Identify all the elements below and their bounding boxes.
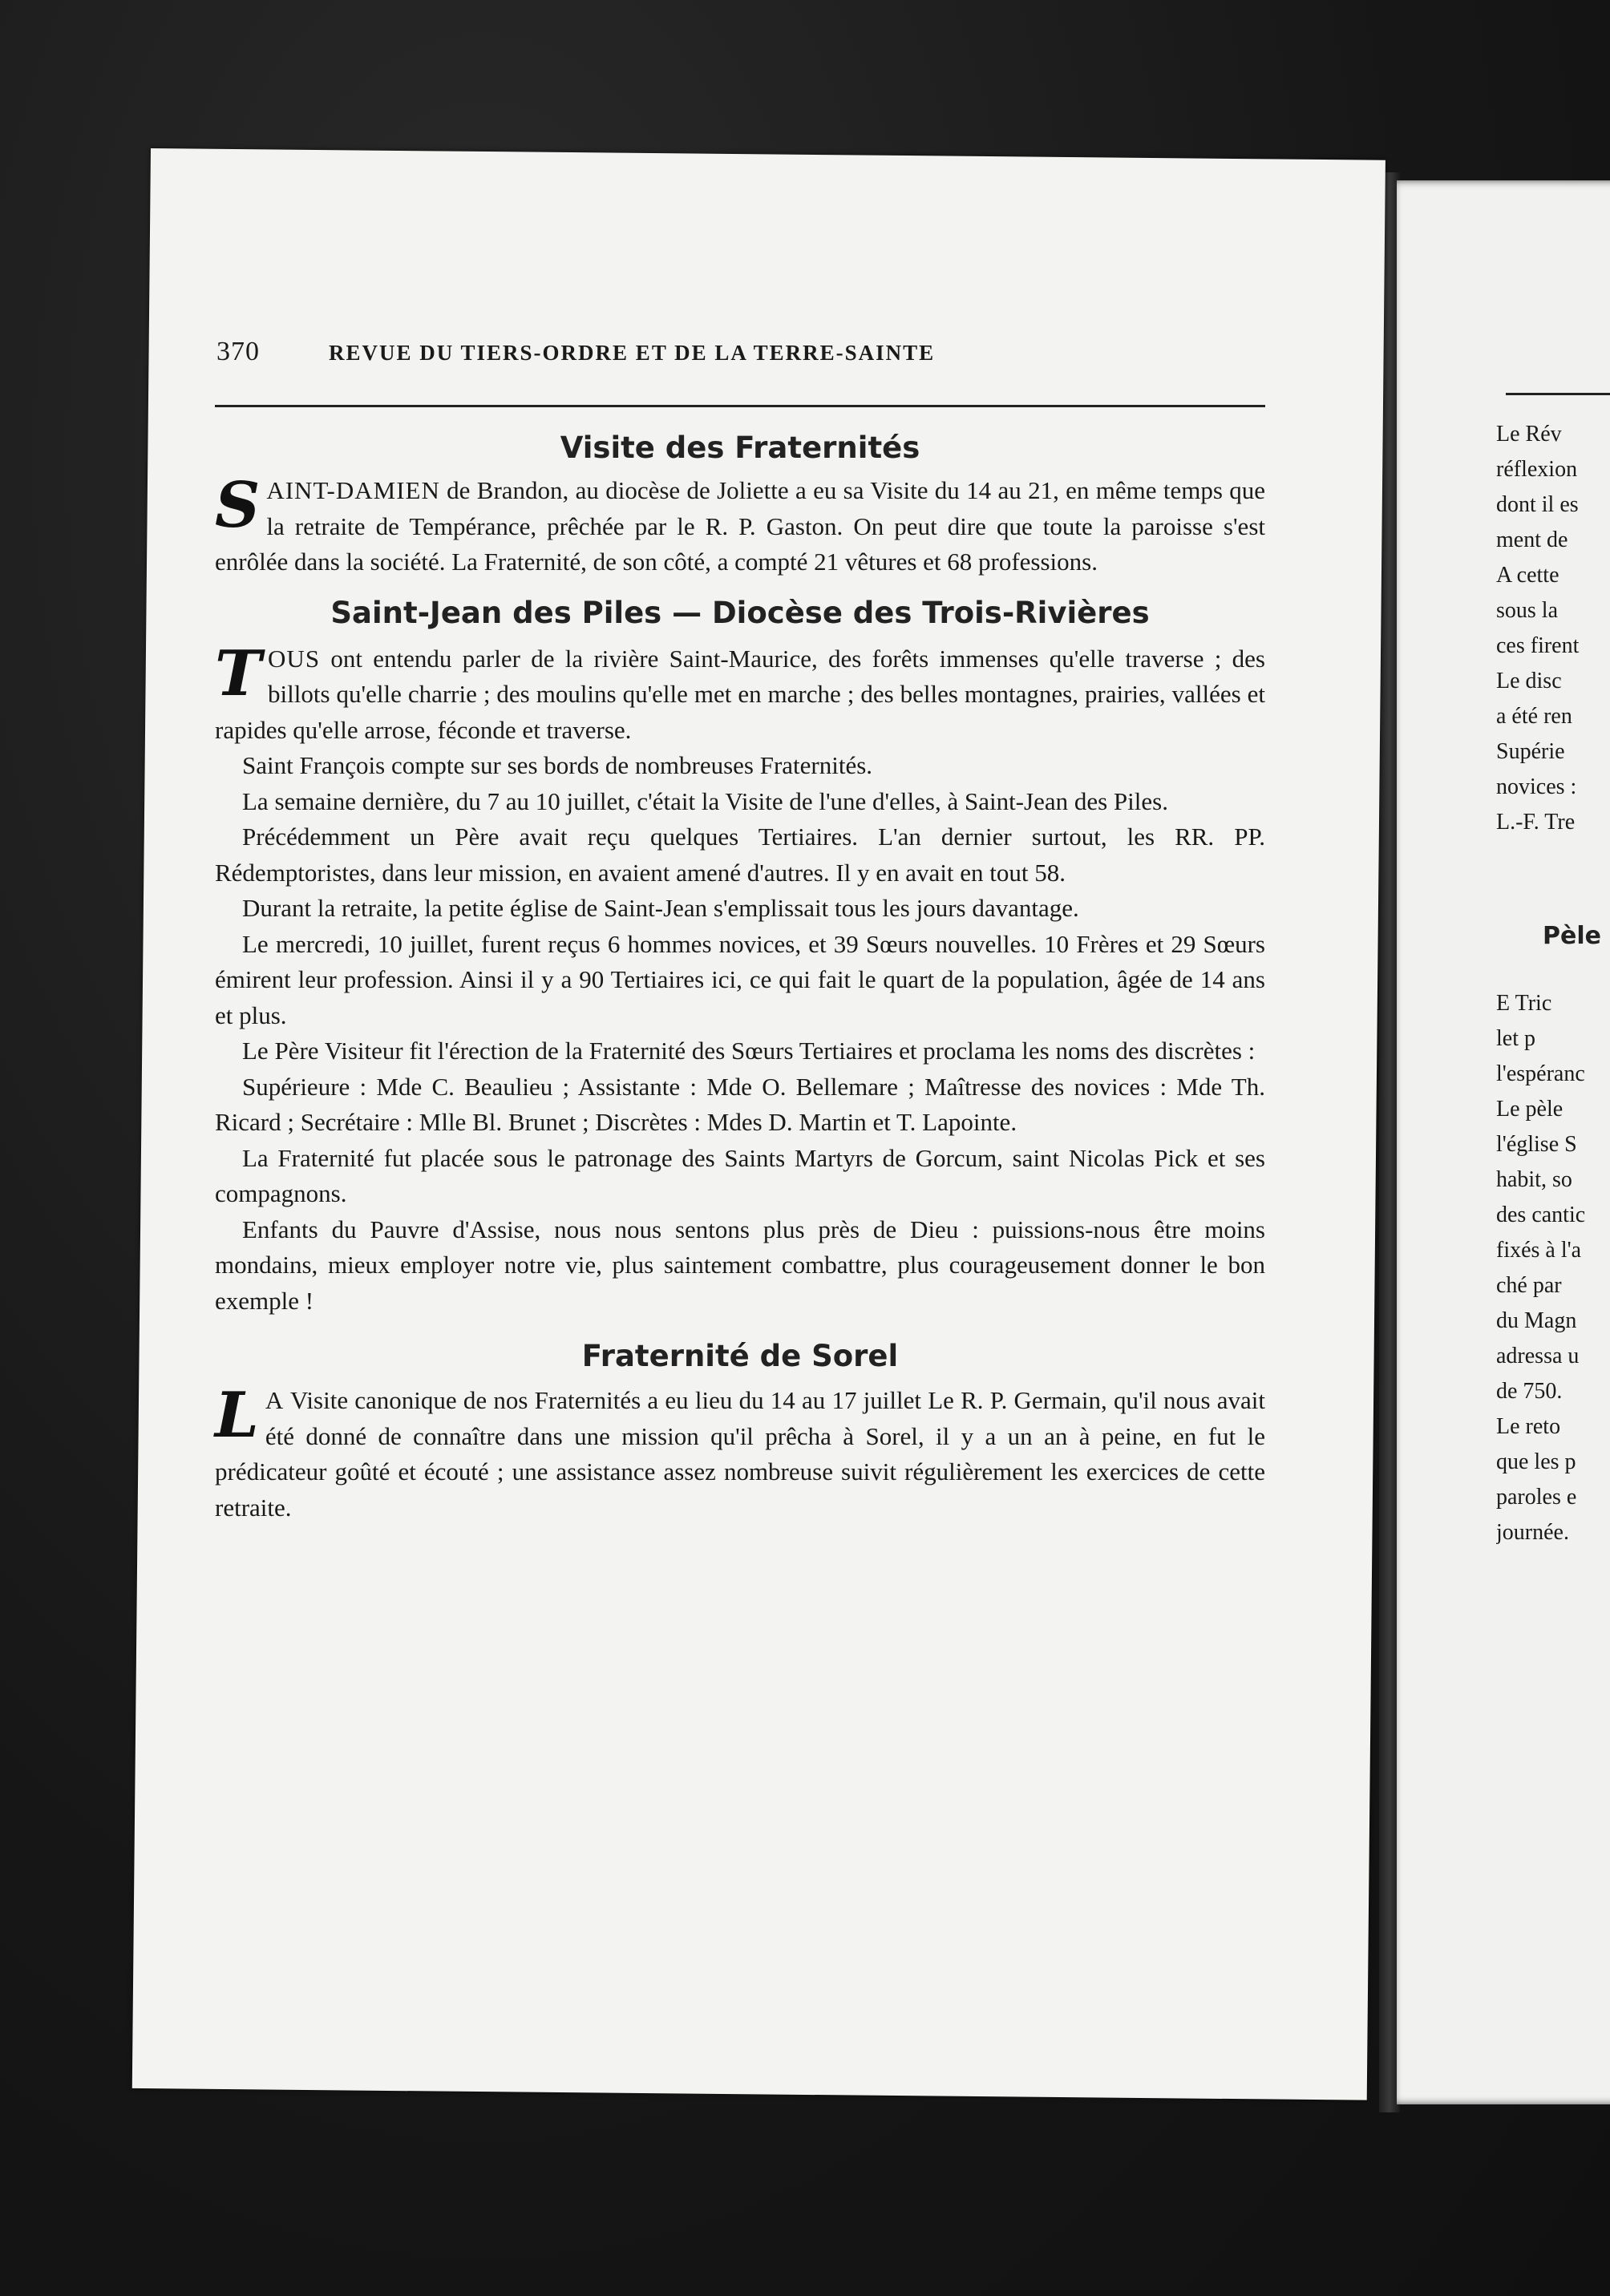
- right-line: Le reto: [1496, 1414, 1561, 1439]
- dropcap-l: L: [215, 1379, 259, 1452]
- right-line: Le Rév: [1496, 422, 1562, 447]
- paragraph-sjp-1: [215, 637, 1265, 749]
- right-line: E Tric: [1496, 991, 1552, 1016]
- right-line: réflexion: [1496, 457, 1578, 482]
- lead-word: A: [265, 1386, 285, 1414]
- paragraph-text: Visite canonique de nos Fraternités a eu lieu du 14 au 17 juillet Le R. P. Germain, qu'il nous avait été donné de connaître dans une mission qu'il prêcha à Sorel, il y a un an à peine, en fut le prédicateur goûté et écouté ; une assistance assez nombreuse suivit régulièrement les exercices de cette retraite.: [215, 1386, 1265, 1522]
- paragraph-text: de Brandon, au diocèse de Joliette a eu sa Visite du 14 au 21, en même temps que la retraite de Tempérance, prêchée par le R. P. Gaston. On peut dire que toute la paroisse s'est enrôlée dans la société. La Fraternité, de son côté, a compté 21 vêtures et 68 professions.: [215, 476, 1265, 576]
- right-line: ces firent: [1496, 633, 1580, 658]
- right-line: Le pèle: [1496, 1097, 1563, 1122]
- paragraph-sjp-4: Précédemment un Père avait reçu quelques Tertiaires. L'an dernier surtout, les RR. PP. Rédemptoristes, dans leur mission, en avaient amené d'autres. Il y en avait en tout 58.: [215, 823, 1265, 887]
- paragraph-sjp-3: La semaine dernière, du 7 au 10 juillet, c'était la Visite de l'une d'elles, à Saint-Jean des Piles.: [242, 786, 1168, 815]
- right-line: adressa u: [1496, 1344, 1580, 1368]
- dropcap-s: S: [215, 469, 261, 542]
- right-line: que les p: [1496, 1449, 1576, 1474]
- right-line: paroles e: [1496, 1485, 1577, 1510]
- right-line: L.-F. Tre: [1496, 810, 1576, 835]
- section-title-saint-jean: Saint-Jean des Piles — Diocèse des Trois-Rivières: [330, 595, 1150, 630]
- lead-word: OUS: [268, 644, 321, 673]
- main-column: [215, 417, 1265, 1526]
- right-line: sous la: [1496, 598, 1558, 623]
- page-number: 370: [216, 337, 260, 366]
- right-line: l'église S: [1496, 1132, 1577, 1157]
- right-page-text-top: [1496, 417, 1610, 840]
- paragraph-sjp-9: La Fraternité fut placée sous le patronage des Saints Martyrs de Gorcum, saint Nicolas Pick et ses compagnons.: [215, 1143, 1265, 1207]
- right-line: A cette: [1496, 563, 1559, 588]
- lead-word: AINT-DAMIEN: [266, 476, 440, 504]
- right-line: ment de: [1496, 528, 1568, 552]
- right-page-header-rule: [1506, 393, 1610, 395]
- right-line: dont il es: [1496, 492, 1579, 517]
- right-line: a été ren: [1496, 704, 1572, 729]
- paragraph-sjp-6: Le mercredi, 10 juillet, furent reçus 6 hommes novices, et 39 Sœurs nouvelles. 10 Frères et 29 Sœurs émirent leur profession. Ainsi il y a 90 Tertiaires ici, ce qui fait le quart de la population, âgée de 14 ans et plus.: [215, 929, 1265, 1029]
- right-line: du Magn: [1496, 1308, 1577, 1333]
- right-line: let p: [1496, 1026, 1535, 1051]
- right-line: l'espéranc: [1496, 1061, 1585, 1086]
- running-title: REVUE DU TIERS-ORDRE ET DE LA TERRE-SAINTE: [329, 341, 936, 365]
- right-line: Supérie: [1496, 739, 1565, 764]
- right-line: habit, so: [1496, 1167, 1572, 1192]
- right-line: de 750.: [1496, 1379, 1563, 1404]
- paragraph-sjp-5: Durant la retraite, la petite église de Saint-Jean s'emplissait tous les jours davantage.: [242, 894, 1079, 922]
- paragraph-sjp-10: Enfants du Pauvre d'Assise, nous nous sentons plus près de Dieu : puissions-nous être moins mondains, mieux employer notre vie, plus saintement combattre, plus courageusement donner le bon exemple !: [215, 1215, 1265, 1315]
- paragraph-text: ont entendu parler de la rivière Saint-Maurice, des forêts immenses qu'elle traverse ; des billots qu'elle charrie ; des moulins qu'elle met en marche ; des belles montagnes, prairies, vallées et rapides qu'elle arrose, féconde et traverse.: [215, 644, 1265, 744]
- right-page-heading: Pèle: [1543, 922, 1601, 950]
- section-title-visite: Visite des Fraternités: [560, 430, 920, 465]
- right-line: ché par: [1496, 1273, 1562, 1298]
- running-header: [216, 337, 1267, 377]
- header-rule: [215, 405, 1265, 407]
- paragraph-visite: [215, 469, 1265, 580]
- right-line: fixés à l'a: [1496, 1238, 1582, 1263]
- section-title-sorel: Fraternité de Sorel: [581, 1339, 899, 1373]
- paragraph-sjp-8: Supérieure : Mde C. Beaulieu ; Assistante : Mde O. Bellemare ; Maîtresse des novices : Mde Th. Ricard ; Secrétaire : Mlle Bl. Brunet ; Discrètes : Mdes D. Martin et T. Lapointe.: [215, 1072, 1265, 1136]
- right-line: journée.: [1496, 1520, 1569, 1545]
- right-line: des cantic: [1496, 1203, 1586, 1227]
- right-page-text-bottom: [1496, 986, 1610, 1550]
- paragraph-sjp-2: Saint François compte sur ses bords de nombreuses Fraternités.: [242, 751, 873, 779]
- right-line: novices :: [1496, 774, 1577, 799]
- paragraph-sjp-7: Le Père Visiteur fit l'érection de la Fraternité des Sœurs Tertiaires et proclama les noms des discrètes :: [242, 1037, 1256, 1065]
- paragraph-sorel: [215, 1379, 1265, 1526]
- right-line: Le disc: [1496, 669, 1562, 693]
- dropcap-t: T: [215, 637, 262, 710]
